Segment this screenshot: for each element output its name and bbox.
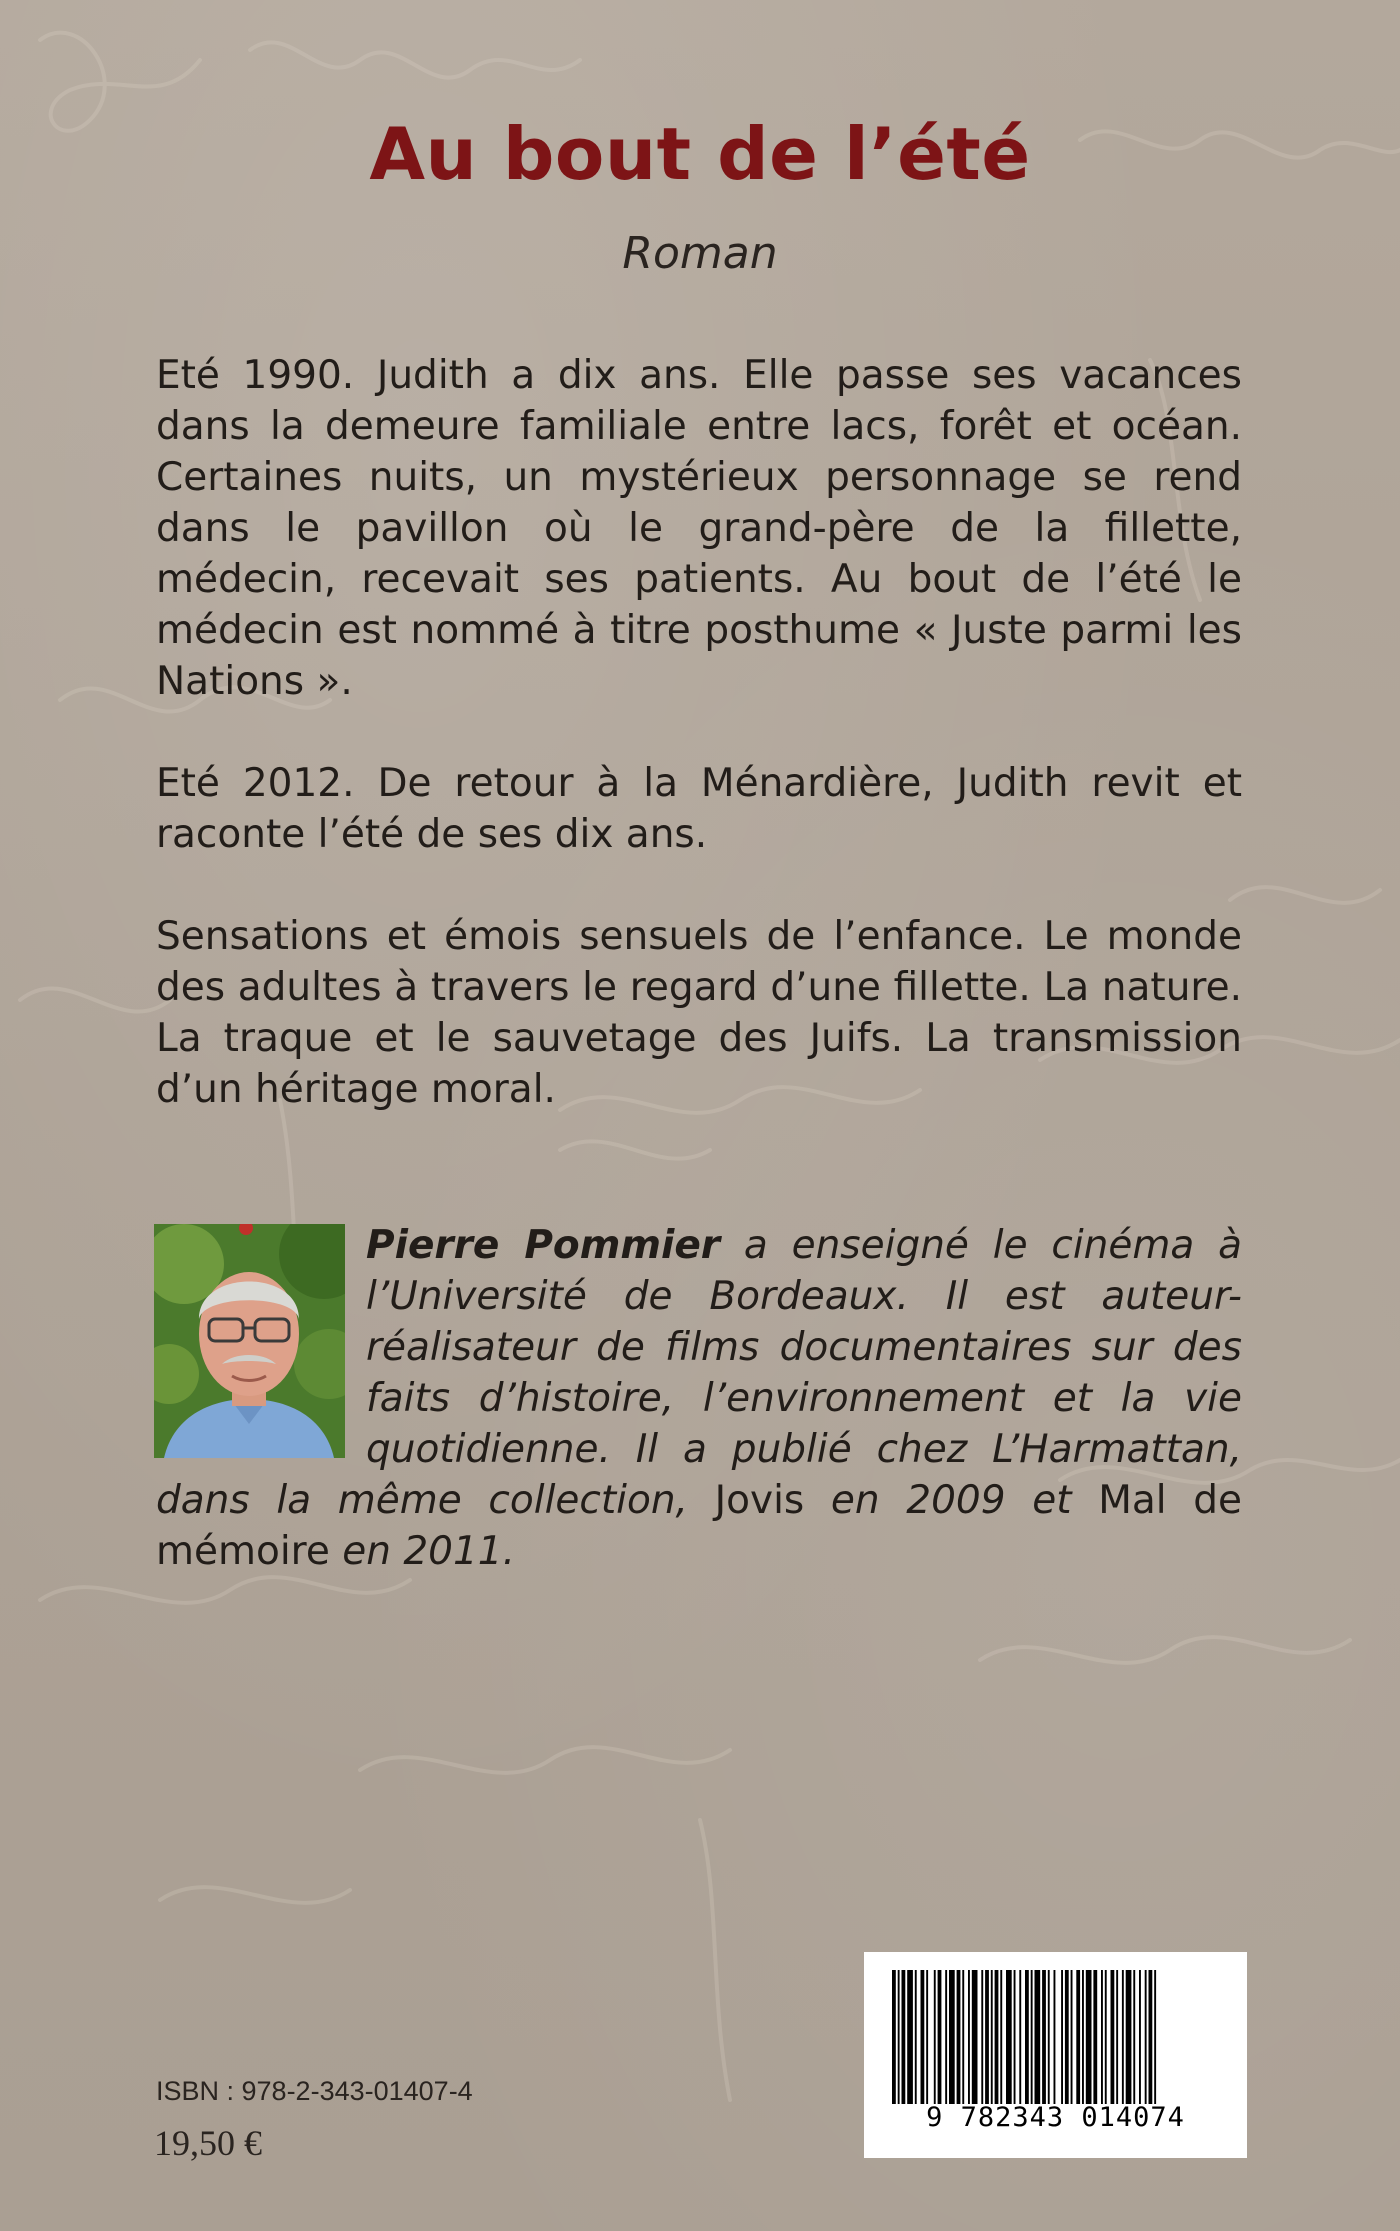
isbn: ISBN : 978-2-343-01407-4 <box>156 2076 473 2106</box>
barcode-digits: 9 782343 014074 <box>926 2102 1185 2133</box>
author-name: Pierre Pommier <box>366 1223 721 1268</box>
synopsis <box>156 350 1242 1166</box>
synopsis-paragraph: Sensations et émois sensuels de l’enfance. Le monde des adultes à travers le regard d’une fillette. La nature. La traque et le sauvetage des Juifs. La transmission d’un héritage moral. <box>156 914 1242 1112</box>
synopsis-paragraph: Eté 1990. Judith a dix ans. Elle passe ses vacances dans la demeure familiale entre lacs, forêt et océan. Certaines nuits, un mystérieux personnage se rend dans le pavillon où le grand-père de la fillette, médecin, recevait ses patients. Au bout de l’été le médecin est nommé à titre posthume « Juste parmi les Nations ». <box>156 353 1242 704</box>
author-book-title: Mal de mémoire <box>156 1478 1243 1574</box>
barcode <box>864 1952 1247 2158</box>
synopsis-paragraph: Eté 2012. De retour à la Ménardière, Judith revit et raconte l’été de ses dix ans. <box>156 761 1242 857</box>
author-bio-text: a enseigné le cinéma à l’Université de Bordeaux. Il est auteur-réalisateur de films documentaires sur des faits d’histoire, l’environnement et la vie quotidienne. Il a publié chez L’Harmattan, dans la même collection, <box>156 1223 1242 1523</box>
barcode-bars <box>892 1970 1219 2104</box>
author-book-title: Jovis <box>714 1478 805 1523</box>
book-genre: Roman <box>622 228 778 279</box>
author-bio-text: en 2011. <box>329 1529 515 1574</box>
author-bio-text: en 2009 et <box>804 1478 1099 1523</box>
price: 19,50 € <box>154 2123 262 2163</box>
author-bio <box>156 1220 1242 1577</box>
book-title: Au bout de l’été <box>369 112 1031 196</box>
